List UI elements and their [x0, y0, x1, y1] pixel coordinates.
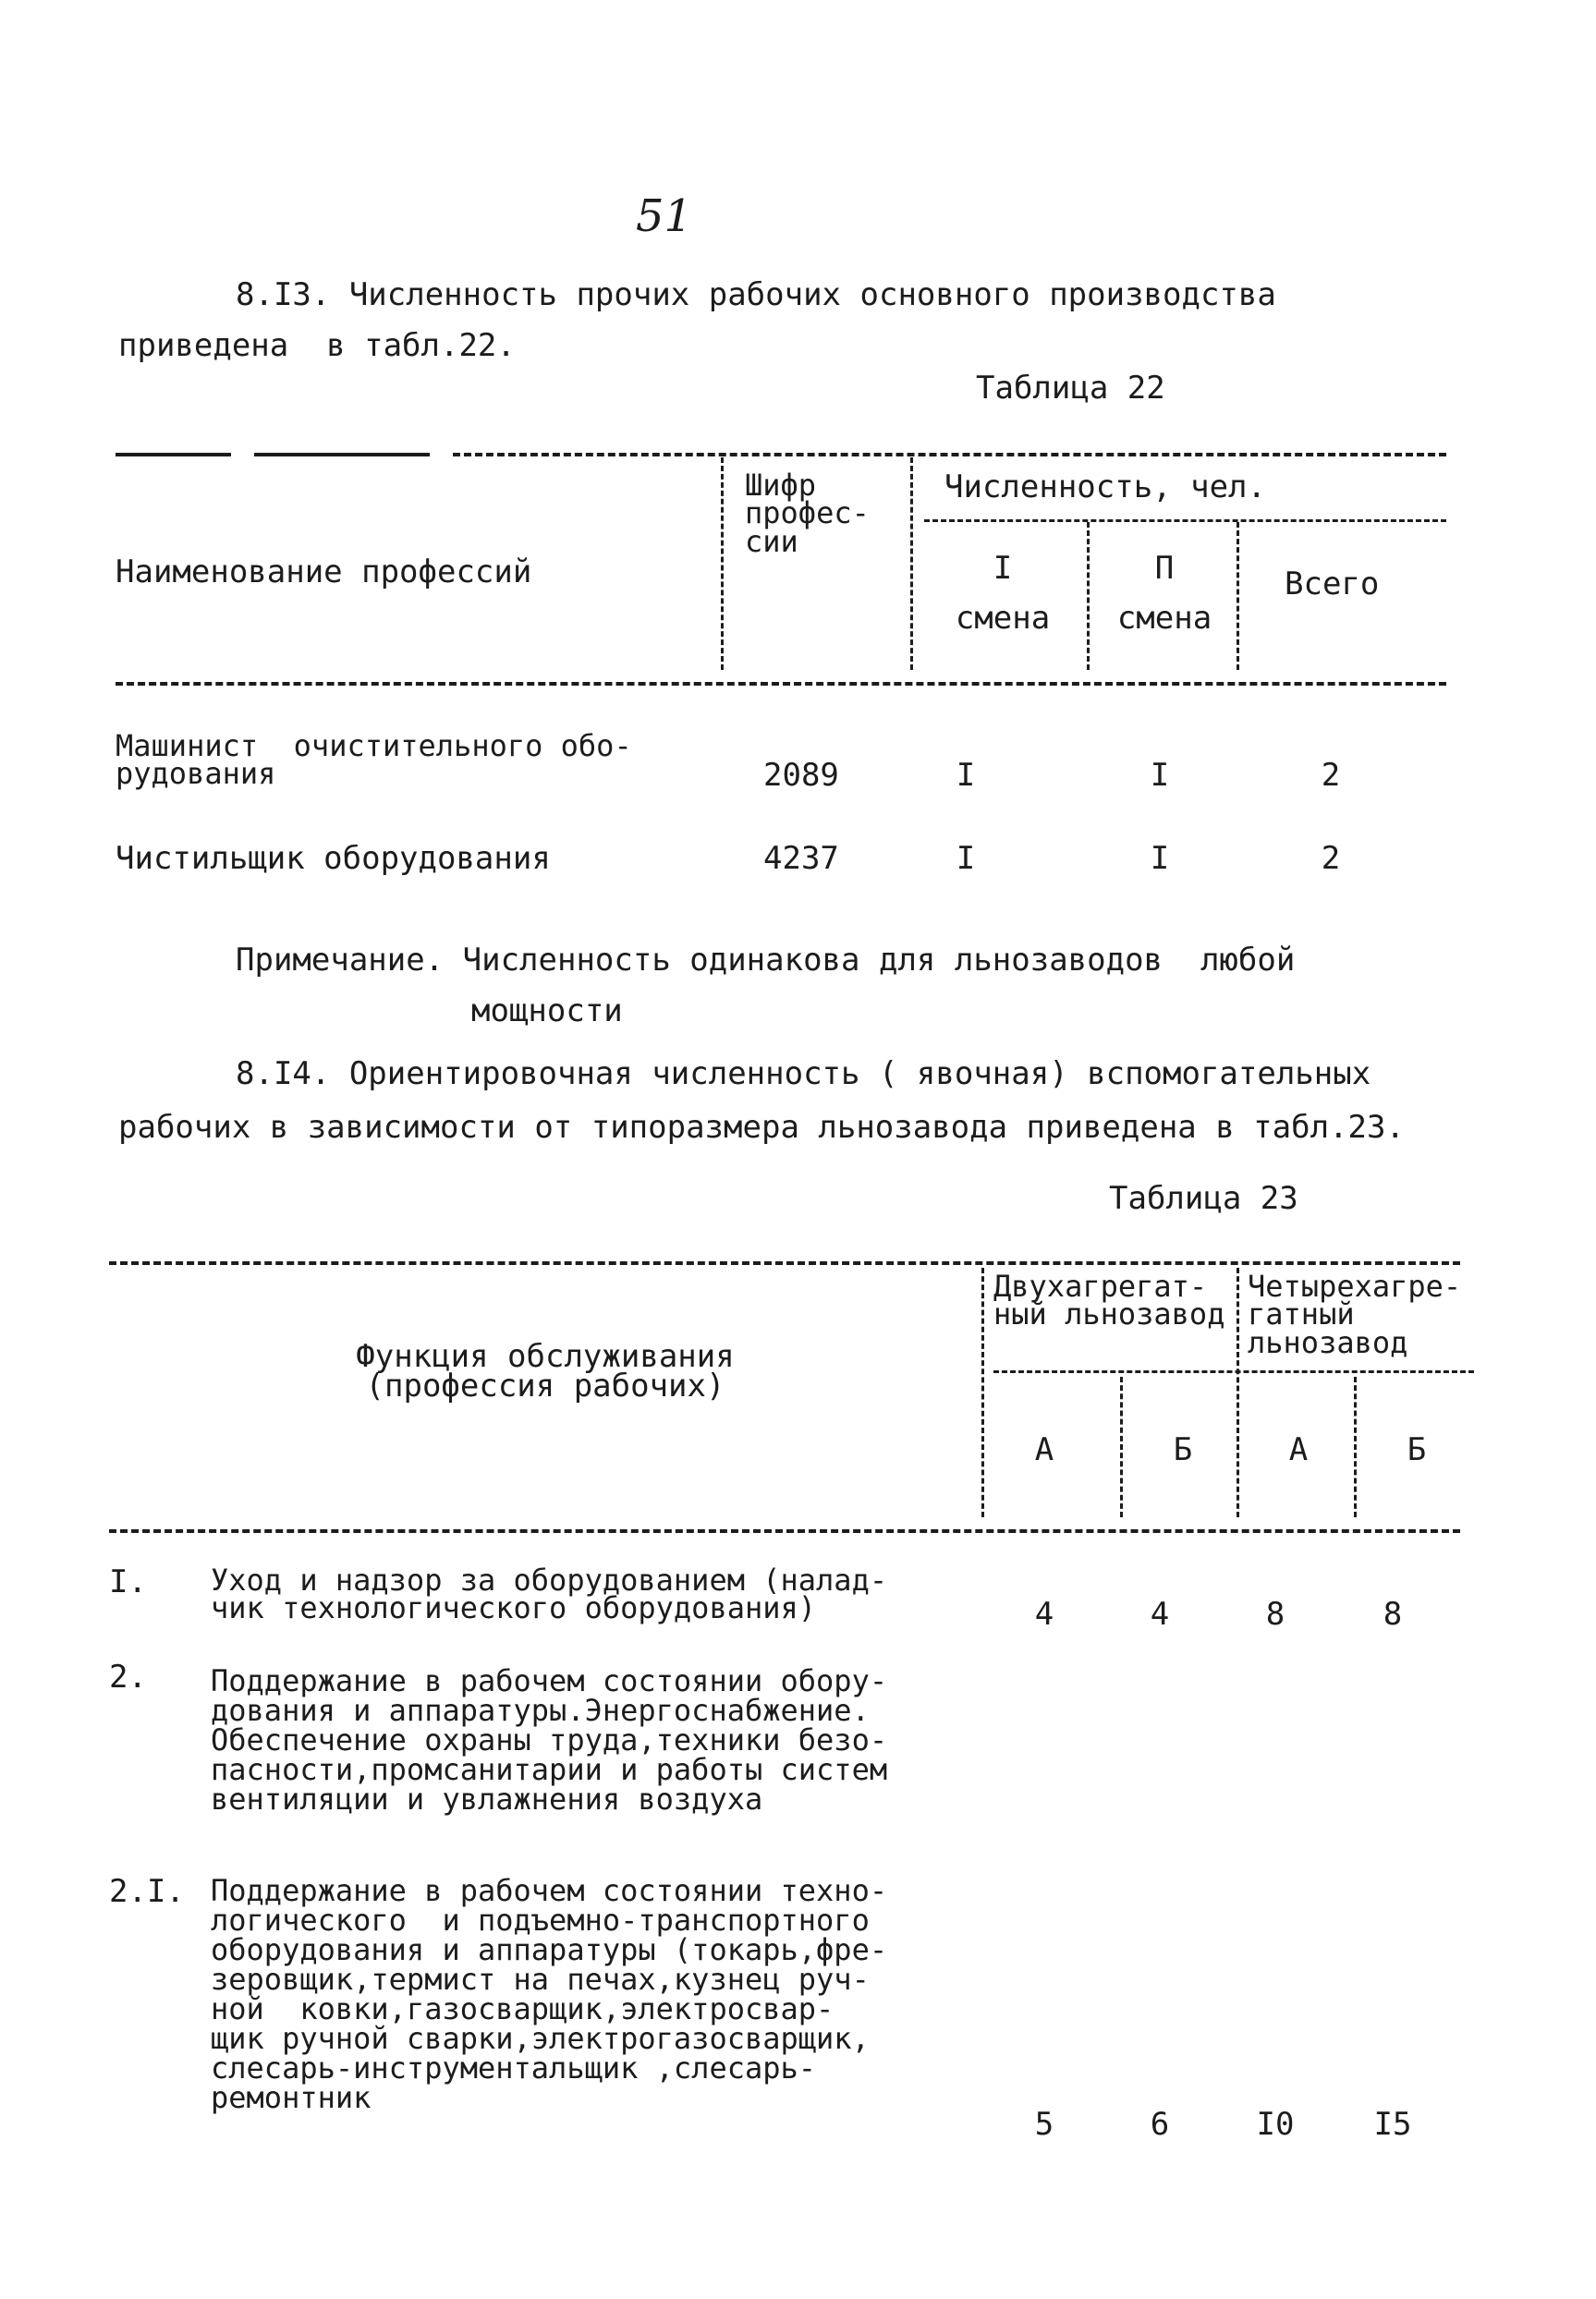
table-23-row-1-text: Уход и надзор за оборудованием (налад- чик технологического оборудования) — [211, 1563, 888, 1626]
table-23-header-bottom-rule — [109, 1529, 1460, 1533]
table-22-subheader-rule — [924, 519, 1446, 522]
table-23-header-b2: Б — [1407, 1431, 1427, 1468]
table-23-caption: Таблица 23 — [1109, 1180, 1298, 1217]
note-line1: Примечание. Численность одинакова для льнозаводов любой — [236, 942, 1296, 979]
table-22-top-rule-c — [453, 453, 1446, 456]
table-23-col-divider-3 — [1237, 1268, 1239, 1517]
table-22-header-headcount: Численность, чел. — [944, 468, 1266, 505]
table-22-header-shift1-num: I — [993, 550, 1013, 587]
table-23-row-3-a2: I0 — [1256, 2106, 1295, 2143]
table-23-col-divider-1 — [981, 1268, 984, 1517]
table-23-header-b1: Б — [1173, 1431, 1193, 1468]
table-23-row-3-num: 2.I. — [109, 1873, 185, 1910]
paragraph-8-14-line1: 8.I4. Ориентировочная численность ( явочная) вспомогательных — [236, 1055, 1371, 1092]
table-22-col-divider-3 — [1087, 522, 1090, 670]
table-23-row-2-text: Поддержание в рабочем состоянии обору- дования и аппаратуры.Энергоснабжение. Обеспечение охраны труда,техники безо- пасности,промсанитарии и работы систем вентиляции и увлажнения воздуха — [211, 1663, 888, 1817]
table-22-header-code: Шифр профес- сии — [745, 468, 870, 559]
table-22-col-divider-4 — [1237, 522, 1239, 670]
table-22-row-2-shift1: I — [956, 840, 976, 877]
table-22-row-2-name: Чистильщик оборудования — [116, 840, 551, 877]
table-22-header-shift2-num: П — [1154, 550, 1175, 587]
table-22-row-2-total: 2 — [1321, 840, 1341, 877]
table-23-header-a2: А — [1288, 1431, 1309, 1468]
table-23-row-1-b2: 8 — [1383, 1596, 1403, 1633]
paragraph-8-13-line1: 8.I3. Численность прочих рабочих основного производства — [236, 276, 1276, 313]
table-23-row-3-a1: 5 — [1034, 2106, 1054, 2143]
table-23-top-rule — [109, 1261, 1460, 1265]
table-23-row-1-a1: 4 — [1034, 1596, 1054, 1633]
table-22-caption: Таблица 22 — [976, 370, 1165, 407]
table-22-row-1-code: 2089 — [763, 757, 839, 794]
page-number: 51 — [636, 190, 693, 242]
table-22-header-shift2-word: смена — [1116, 600, 1212, 637]
table-23-row-3-b1: 6 — [1150, 2106, 1170, 2143]
table-22-row-2-code: 4237 — [763, 840, 839, 877]
table-22-header-profession: Наименование профессий — [116, 553, 532, 590]
table-22-top-rule-b — [254, 453, 430, 456]
table-22-row-1-shift2: I — [1150, 757, 1170, 794]
table-23-row-2-num: 2. — [109, 1659, 147, 1696]
table-22-header-bottom-rule — [116, 682, 1446, 686]
paragraph-8-13-line2: приведена в табл.22. — [118, 327, 516, 364]
table-23-row-1-a2: 8 — [1265, 1596, 1285, 1633]
table-22-col-divider-1 — [721, 457, 724, 670]
table-23-row-1-num: I. — [109, 1563, 147, 1600]
table-23-row-1-b1: 4 — [1150, 1596, 1170, 1633]
table-22-top-rule-a — [116, 453, 231, 456]
table-22-col-divider-2 — [910, 457, 913, 670]
note-line2: мощности — [471, 992, 623, 1029]
table-23-header-two-unit: Двухагрегат- ный льнозавод — [993, 1269, 1225, 1332]
table-22-row-1-shift1: I — [956, 757, 976, 794]
paragraph-8-14-line2: рабочих в зависимости от типоразмера льнозавода приведена в табл.23. — [118, 1109, 1405, 1146]
table-23-row-3-text: Поддержание в рабочем состоянии техно- логического и подъемно-транспортного оборудования и аппаратуры (токарь,фре- зеровщик,термист на печах,кузнец руч- ной ковки,газосварщик,электросвар- щик ручной сварки,электрогазосварщик, слесарь-инструментальщик ,слесарь- ремонтник — [211, 1873, 888, 2115]
table-22-header-total: Всего — [1285, 566, 1380, 602]
table-23-header-function: Функция обслуживания (профессия рабочих) — [356, 1338, 735, 1405]
table-23-col-divider-2 — [1120, 1377, 1123, 1517]
table-23-header-four-unit: Четырехагре- гатный льнозавод — [1248, 1269, 1462, 1360]
table-22-header-shift1-word: смена — [955, 600, 1051, 637]
table-22-row-2-shift2: I — [1150, 840, 1170, 877]
table-23-row-3-b2: I5 — [1373, 2106, 1412, 2143]
table-23-subheader-rule — [993, 1370, 1474, 1373]
table-22-row-1-name: Машинист очистительного обо- рудования — [116, 728, 632, 792]
table-23-header-a1: А — [1034, 1431, 1054, 1468]
table-22-row-1-total: 2 — [1321, 757, 1341, 794]
table-23-col-divider-4 — [1354, 1377, 1357, 1517]
